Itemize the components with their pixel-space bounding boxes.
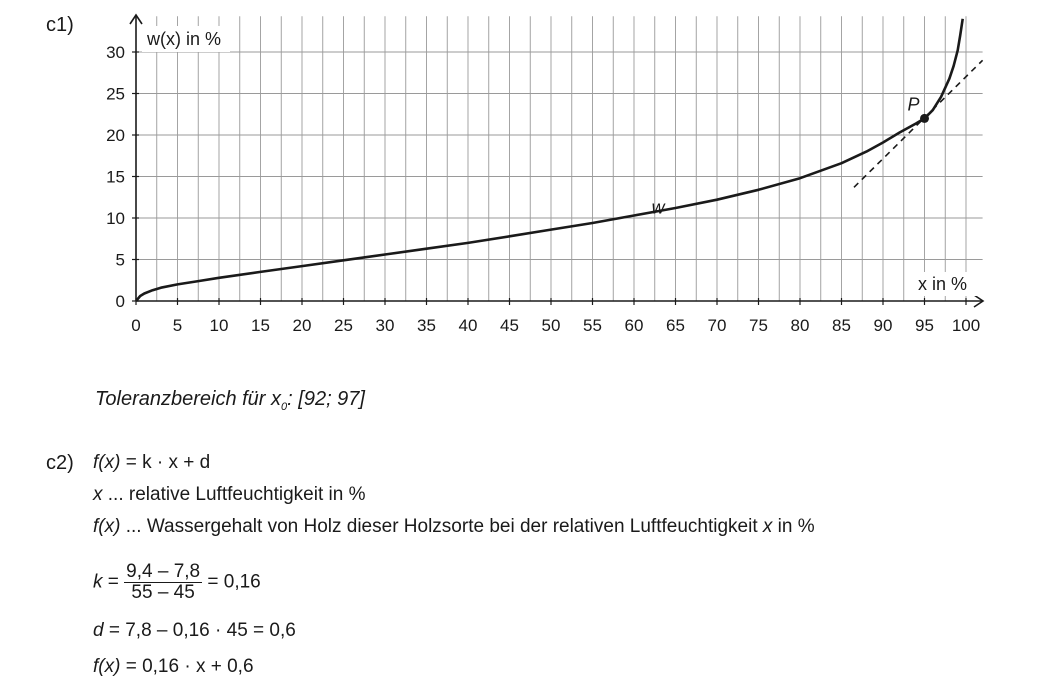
c2-fx-text2: in % bbox=[772, 516, 815, 537]
c2-fx-var: f(x) bbox=[93, 516, 121, 537]
x-tick-label: 55 bbox=[583, 316, 602, 335]
c2-fx-text: ... Wassergehalt von Holz dieser Holzsorte bei der relativen Luftfeuchtigkeit bbox=[120, 516, 763, 537]
axes bbox=[130, 15, 983, 307]
x-tick-label: 45 bbox=[500, 316, 519, 335]
c2-x-text: ... relative Luftfeuchtigkeit in % bbox=[102, 484, 366, 505]
tangent-line bbox=[854, 60, 983, 187]
x-tick-label: 25 bbox=[334, 316, 353, 335]
x-tick-label: 100 bbox=[951, 316, 981, 335]
point-p-label: P bbox=[907, 94, 920, 115]
c2-fx-var2: x bbox=[762, 516, 773, 537]
x-tick-label: 60 bbox=[624, 316, 644, 335]
y-tick-label: 5 bbox=[115, 250, 125, 270]
tolerance-range bbox=[95, 388, 365, 413]
curve-w bbox=[136, 19, 963, 301]
x-tick-label: 0 bbox=[131, 316, 141, 335]
y-axis-label: w(x) in % bbox=[147, 29, 222, 49]
y-tick-label: 15 bbox=[106, 167, 125, 187]
c2-x-var: x bbox=[93, 484, 103, 505]
c2-f-lhs: f(x) bbox=[93, 452, 121, 473]
x-tick-label: 85 bbox=[832, 316, 851, 335]
c2-d-rhs: = 7,8 – 0,16 · 45 = 0,6 bbox=[103, 620, 296, 641]
x-tick-label: 80 bbox=[790, 316, 810, 335]
x-axis-label: x in % bbox=[918, 274, 968, 294]
c2-k-fraction bbox=[124, 562, 202, 603]
part-c1-label: c1) bbox=[46, 14, 74, 36]
point-p-marker bbox=[920, 114, 929, 123]
c2-k-result: = 0,16 bbox=[202, 571, 261, 593]
x-tick-label: 40 bbox=[458, 316, 478, 335]
x-tick-label: 50 bbox=[541, 316, 561, 335]
x-tick-label: 95 bbox=[915, 316, 934, 335]
x-tick-label: 15 bbox=[251, 316, 270, 335]
c2-k-eq: = bbox=[102, 571, 125, 593]
y-tick-label: 25 bbox=[106, 84, 125, 104]
x-tick-label: 10 bbox=[209, 316, 229, 335]
c2-final-rhs: = 0,16 · x + 0,6 bbox=[120, 656, 254, 677]
c2-k-denominator: 55 – 45 bbox=[131, 582, 195, 603]
c2-fx-definition bbox=[93, 516, 815, 538]
tolerance-subscript: 0 bbox=[281, 401, 288, 413]
c2-k-calculation bbox=[93, 562, 261, 603]
c2-k-numerator: 9,4 – 7,8 bbox=[126, 561, 201, 582]
x-tick-label: 35 bbox=[417, 316, 436, 335]
c2-function-definition bbox=[93, 452, 210, 474]
curve-w-label: w bbox=[651, 197, 665, 218]
c2-final-lhs: f(x) bbox=[93, 656, 121, 677]
y-tick-label: 20 bbox=[106, 126, 125, 145]
tolerance-suffix: : [92; 97] bbox=[287, 388, 365, 410]
y-tick-label: 30 bbox=[106, 43, 125, 62]
y-tick-label: 10 bbox=[106, 209, 125, 228]
x-tick-label: 20 bbox=[292, 316, 312, 335]
c2-k-lhs: k bbox=[93, 571, 103, 593]
x-tick-label: 70 bbox=[707, 316, 727, 335]
c2-f-rhs: = k · x + d bbox=[120, 452, 211, 473]
part-c2-label: c2) bbox=[46, 452, 74, 474]
c2-d-lhs: d bbox=[93, 620, 104, 641]
c2-final-function bbox=[93, 656, 254, 678]
tolerance-prefix: Toleranzbereich für x bbox=[95, 388, 282, 410]
x-tick-label: 5 bbox=[172, 316, 183, 335]
grid bbox=[136, 16, 983, 301]
c2-d-calculation bbox=[93, 620, 296, 642]
x-tick-label: 65 bbox=[666, 316, 685, 335]
y-tick-label: 0 bbox=[115, 292, 125, 311]
c2-x-definition bbox=[93, 484, 365, 506]
x-tick-label: 90 bbox=[873, 316, 893, 335]
x-tick-label: 75 bbox=[749, 316, 768, 335]
x-tick-label: 30 bbox=[375, 316, 395, 335]
